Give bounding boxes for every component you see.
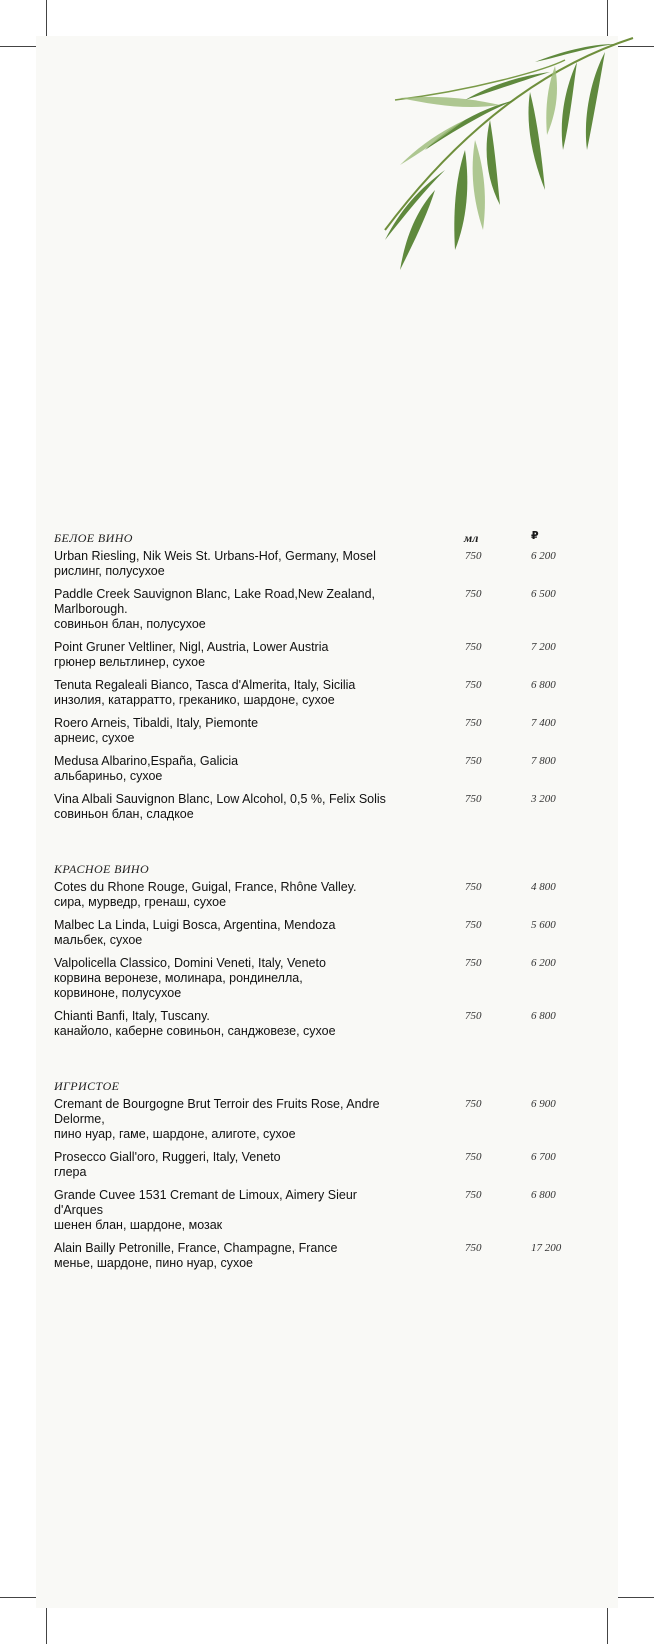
wine-price: 3 200 <box>531 793 556 805</box>
section-header <box>54 1075 574 1097</box>
wine-name: Point Gruner Veltliner, Nigl, Austria, Lower Austria <box>54 640 329 654</box>
section-white-wine <box>54 527 574 822</box>
wine-grapes: рислинг, полусухое <box>54 564 165 578</box>
wine-price: 6 200 <box>531 550 556 562</box>
wine-volume: 750 <box>465 641 482 653</box>
crop-mark <box>607 1608 608 1644</box>
list-item <box>54 716 574 746</box>
wine-volume: 750 <box>465 1010 482 1022</box>
wine-name: Vina Albali Sauvignon Blanc, Low Alcohol, 0,5 %, Felix Solis <box>54 792 386 806</box>
wine-price: 17 200 <box>531 1242 562 1254</box>
wine-price: 6 900 <box>531 1098 556 1110</box>
wine-grapes: альбариньо, сухое <box>54 769 163 783</box>
list-item <box>54 1150 574 1180</box>
wine-volume: 750 <box>465 717 482 729</box>
wine-grapes: канайоло, каберне совиньон, санджовезе, сухое <box>54 1024 336 1038</box>
wine-name: Medusa Albarino,España, Galicia <box>54 754 239 768</box>
list-item <box>54 918 574 948</box>
wine-name: Tenuta Regaleali Bianco, Tasca d'Almerita, Italy, Sicilia <box>54 678 356 692</box>
wine-grapes: шенен блан, шардоне, мозак <box>54 1218 223 1232</box>
wine-name: Alain Bailly Petronille, France, Champagne, France <box>54 1241 338 1255</box>
list-item <box>54 1188 574 1233</box>
wine-grapes: менье, шардоне, пино нуар, сухое <box>54 1256 254 1270</box>
wine-name: Malbec La Linda, Luigi Bosca, Argentina, Mendoza <box>54 918 336 932</box>
wine-name: Cremant de Bourgogne Brut Terroir des Fruits Rose, Andre Delorme, <box>54 1097 380 1126</box>
wine-volume: 750 <box>465 1242 482 1254</box>
list-item <box>54 640 574 670</box>
list-item <box>54 587 574 632</box>
wine-price: 6 800 <box>531 1189 556 1201</box>
wine-volume: 750 <box>465 588 482 600</box>
wine-name: Valpolicella Classico, Domini Veneti, Italy, Veneto <box>54 956 326 970</box>
currency-column-header: ₽ <box>531 529 539 542</box>
wine-grapes: корвина веронезе, молинара, рондинелла, корвиноне, полусухое <box>54 971 303 1000</box>
list-item <box>54 792 574 822</box>
wine-grapes: арнеис, сухое <box>54 731 135 745</box>
wine-volume: 750 <box>465 1189 482 1201</box>
olive-branch-illustration <box>315 0 635 300</box>
section-header <box>54 858 574 880</box>
section-title: КРАСНОЕ ВИНО <box>54 862 150 876</box>
wine-volume: 750 <box>465 550 482 562</box>
section-sparkling-wine <box>54 1075 574 1271</box>
volume-column-header: мл <box>464 531 479 545</box>
wine-price: 7 200 <box>531 641 556 653</box>
wine-name: Grande Cuvee 1531 Cremant de Limoux, Aimery Sieur d'Arques <box>54 1188 357 1217</box>
wine-volume: 750 <box>465 881 482 893</box>
list-item <box>54 1009 574 1039</box>
wine-price: 6 800 <box>531 1010 556 1022</box>
list-item <box>54 678 574 708</box>
wine-price: 5 600 <box>531 919 556 931</box>
wine-grapes: мальбек, сухое <box>54 933 143 947</box>
wine-price: 6 800 <box>531 679 556 691</box>
wine-volume: 750 <box>465 793 482 805</box>
crop-mark <box>46 0 47 36</box>
wine-volume: 750 <box>465 1098 482 1110</box>
list-item <box>54 754 574 784</box>
wine-price: 6 200 <box>531 957 556 969</box>
wine-name: Paddle Creek Sauvignon Blanc, Lake Road,New Zealand, Marlborough. <box>54 587 376 616</box>
wine-volume: 750 <box>465 679 482 691</box>
wine-name: Chianti Banfi, Italy, Tuscany. <box>54 1009 210 1023</box>
crop-mark <box>618 1597 654 1598</box>
wine-grapes: глера <box>54 1165 87 1179</box>
section-title: ИГРИСТОЕ <box>54 1079 120 1093</box>
wine-name: Roero Arneis, Tibaldi, Italy, Piemonte <box>54 716 259 730</box>
wine-grapes: пино нуар, гаме, шардоне, алиготе, сухое <box>54 1127 296 1141</box>
section-red-wine <box>54 858 574 1039</box>
wine-volume: 750 <box>465 957 482 969</box>
wine-volume: 750 <box>465 1151 482 1163</box>
list-item <box>54 880 574 910</box>
section-header <box>54 527 574 549</box>
list-item <box>54 1097 574 1142</box>
wine-grapes: грюнер вельтлинер, сухое <box>54 655 206 669</box>
wine-list <box>54 527 574 1279</box>
list-item <box>54 1241 574 1271</box>
crop-mark <box>46 1608 47 1644</box>
wine-price: 4 800 <box>531 881 556 893</box>
section-title: БЕЛОЕ ВИНО <box>54 531 133 545</box>
wine-grapes: инзолия, катарратто, греканико, шардоне, сухое <box>54 693 335 707</box>
wine-price: 6 500 <box>531 588 556 600</box>
crop-mark <box>0 46 36 47</box>
wine-name: Urban Riesling, Nik Weis St. Urbans-Hof, Germany, Mosel <box>54 549 376 563</box>
wine-price: 7 800 <box>531 755 556 767</box>
wine-name: Prosecco Giall'oro, Ruggeri, Italy, Veneto <box>54 1150 281 1164</box>
wine-price: 7 400 <box>531 717 556 729</box>
crop-mark <box>0 1597 36 1598</box>
wine-volume: 750 <box>465 919 482 931</box>
wine-name: Cotes du Rhone Rouge, Guigal, France, Rhône Valley. <box>54 880 357 894</box>
wine-grapes: совиньон блан, сладкое <box>54 807 194 821</box>
wine-grapes: совиньон блан, полусухое <box>54 617 206 631</box>
wine-grapes: сира, мурведр, гренаш, сухое <box>54 895 227 909</box>
list-item <box>54 956 574 1001</box>
list-item <box>54 549 574 579</box>
wine-volume: 750 <box>465 755 482 767</box>
wine-price: 6 700 <box>531 1151 556 1163</box>
